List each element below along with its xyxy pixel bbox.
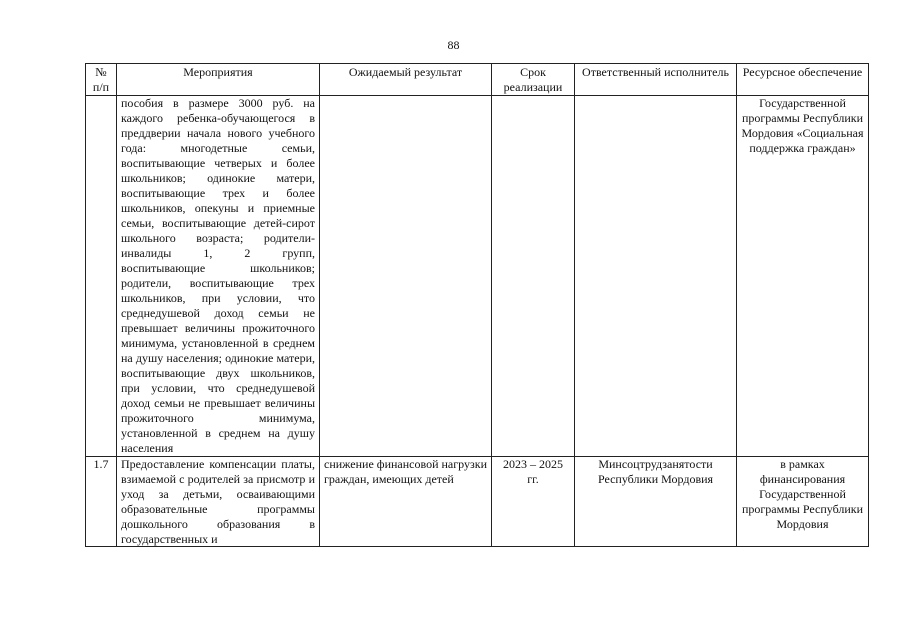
cell-event: пособия в размере 3000 руб. на каждого ребенка-обучающегося в преддверии начала нового учебного года: многодетные семьи, воспитывающие четверых и более школьников; одинокие матери, воспитывающие трех и более школьников, опекуны и приемные семьи, воспитывающие детей-сирот школьного возраста; родители-инвалиды 1, 2 групп, воспитывающие школьников; родители, воспитывающие трех школьников, при условии, что среднедушевой доход семьи не превышает величины прожиточного минимума, установленной в среднем на душу населения; одинокие матери, воспитывающие двух школьников, при условии, что среднедушевой доход семьи не превышает величины прожиточного минимума, установленной в среднем на душу населения	[117, 96, 320, 457]
header-executor: Ответственный исполнитель	[575, 64, 737, 96]
cell-executor	[575, 457, 737, 547]
cell-event-text: Предоставление компенсации платы, взимаемой с родителей за присмотр и уход за детьми, осваивающими образовательные программы дошкольного образования в государственных и	[121, 457, 315, 546]
cell-executor-text: Минсоцтрудзанятости Республики Мордовия	[597, 457, 714, 486]
cell-event	[117, 457, 320, 547]
cell-num-text: 1.7	[93, 457, 109, 471]
cell-term	[492, 96, 575, 457]
header-result: Ожидаемый результат	[320, 64, 492, 96]
cell-term	[492, 457, 575, 547]
cell-result	[320, 457, 492, 547]
table-row	[86, 96, 869, 457]
cell-num	[86, 96, 117, 457]
cell-resources	[737, 457, 869, 547]
cell-result	[320, 96, 492, 457]
cell-term-text: 2023 – 2025 гг.	[503, 457, 563, 486]
cell-resources: Государственной программы Республики Мордовия «Социальная поддержка граждан»	[737, 96, 869, 457]
header-term: Срок реализации	[492, 64, 575, 96]
page-number: 88	[447, 38, 460, 52]
cell-result-text: снижение финансовой нагрузки граждан, имеющих детей	[324, 457, 487, 486]
header-num: № п/п	[86, 64, 117, 96]
header-event: Мероприятия	[117, 64, 320, 96]
cell-resources-text: в рамках финансирования Государственной программы Республики Мордовия	[741, 457, 864, 531]
measures-table	[85, 63, 869, 547]
header-resources: Ресурсное обеспечение	[737, 64, 869, 96]
table-header-row	[86, 64, 869, 96]
table-row	[86, 457, 869, 547]
cell-num	[86, 457, 117, 547]
cell-executor	[575, 96, 737, 457]
